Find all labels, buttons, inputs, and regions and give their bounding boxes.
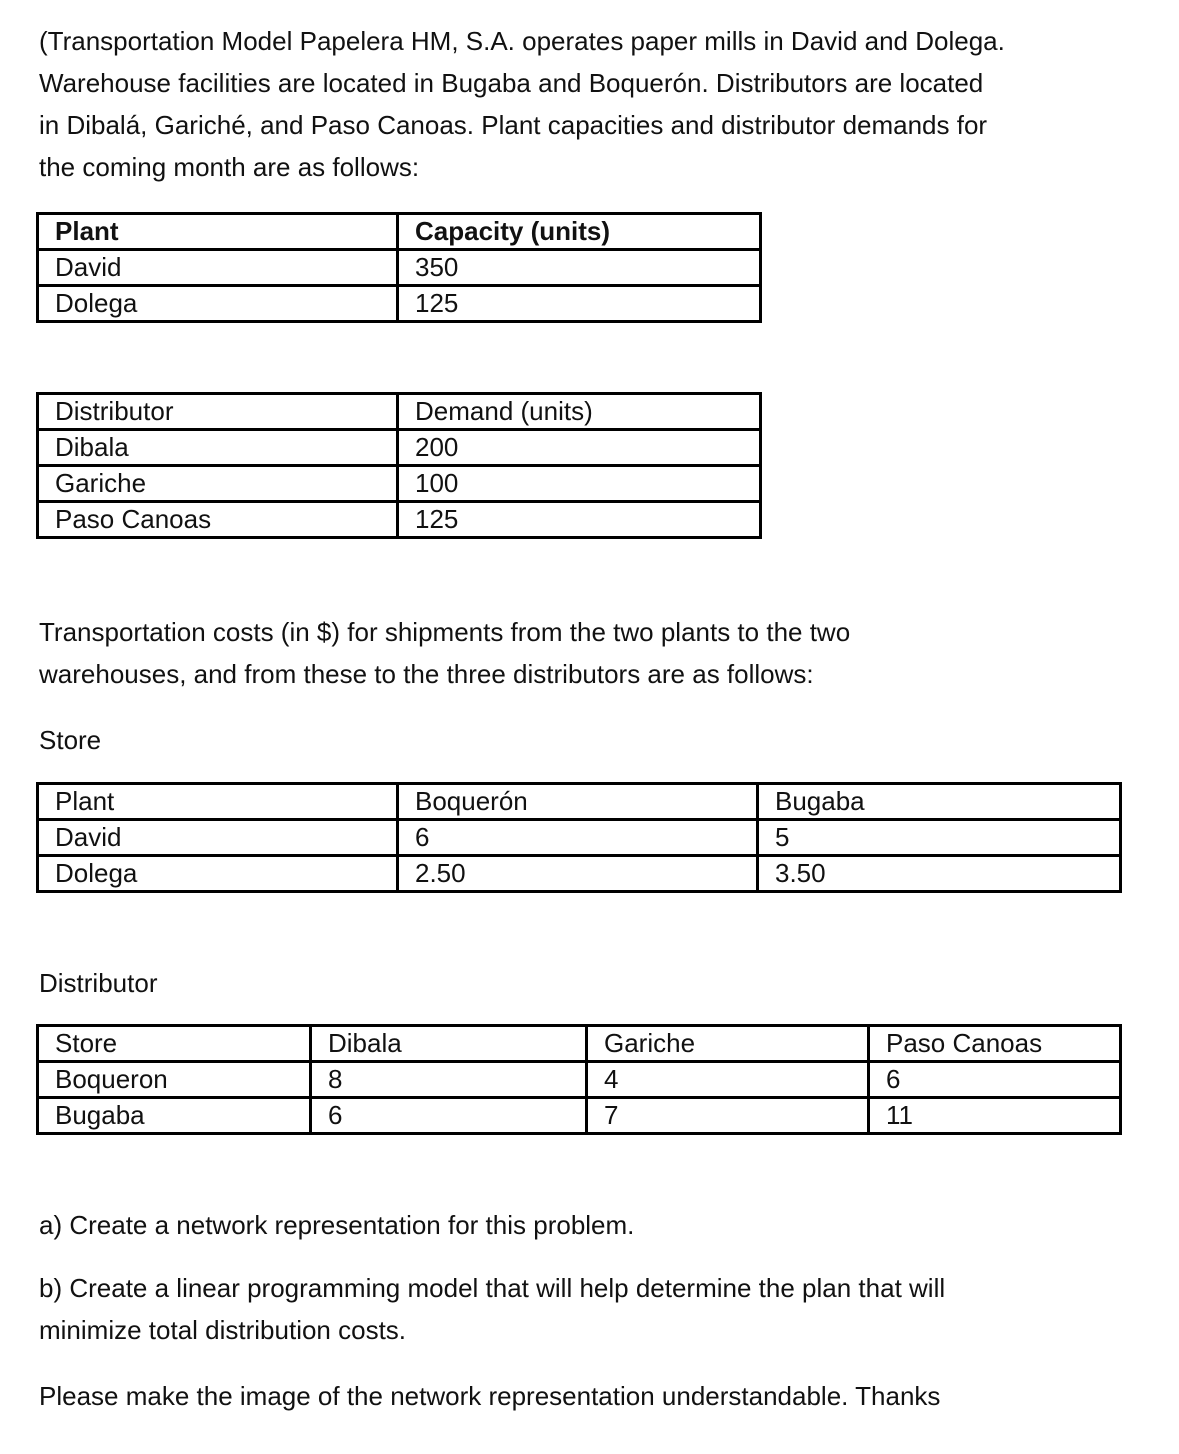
question-b-line: minimize total distribution costs. — [39, 1315, 407, 1345]
table-cell: 100 — [398, 466, 761, 502]
table-row — [38, 856, 1121, 892]
table-header-cell: Plant — [38, 784, 398, 820]
table-cell: Bugaba — [38, 1098, 311, 1134]
costs-line: warehouses, and from these to the three distributors are as follows: — [39, 659, 814, 689]
intro-line: in Dibalá, Gariché, and Paso Canoas. Plant capacities and distributor demands for — [39, 110, 988, 140]
table-row — [38, 250, 761, 286]
table-header-row — [38, 784, 1121, 820]
table-cell: 2.50 — [398, 856, 758, 892]
table-cell: Dolega — [38, 856, 398, 892]
table-cell: 350 — [398, 250, 761, 286]
table-cell: Paso Canoas — [38, 502, 398, 538]
table-header-row — [38, 1026, 1121, 1062]
table-cell: 3.50 — [758, 856, 1121, 892]
capacity-table — [36, 212, 762, 323]
table-row — [38, 1062, 1121, 1098]
store-section-label: Store — [39, 725, 102, 755]
costs-line: Transportation costs (in $) for shipments from the two plants to the two — [39, 617, 851, 647]
table-cell: 8 — [311, 1062, 587, 1098]
table-row — [38, 502, 761, 538]
table-cell: 6 — [398, 820, 758, 856]
question-a: a) Create a network representation for this problem. — [39, 1210, 635, 1240]
table-header-cell: Boquerón — [398, 784, 758, 820]
table-header-cell: Bugaba — [758, 784, 1121, 820]
closing-note: Please make the image of the network representation understandable. Thanks — [39, 1381, 941, 1411]
table-header-cell: Dibala — [311, 1026, 587, 1062]
demand-table — [36, 392, 762, 539]
table-cell: 6 — [311, 1098, 587, 1134]
table-row — [38, 1098, 1121, 1134]
table-row — [38, 820, 1121, 856]
table-header-cell: Plant — [38, 214, 398, 250]
question-b-line: b) Create a linear programming model that will help determine the plan that will — [39, 1273, 946, 1303]
distributor-cost-table — [36, 1024, 1122, 1135]
table-header-cell: Gariche — [587, 1026, 869, 1062]
costs-paragraph — [39, 611, 1139, 695]
table-row — [38, 286, 761, 322]
table-cell: Dolega — [38, 286, 398, 322]
table-cell: 6 — [869, 1062, 1121, 1098]
table-header-cell: Demand (units) — [398, 394, 761, 430]
table-cell: Dibala — [38, 430, 398, 466]
table-cell: 7 — [587, 1098, 869, 1134]
intro-paragraph — [39, 20, 1139, 188]
table-header-row — [38, 394, 761, 430]
table-row — [38, 430, 761, 466]
table-row — [38, 466, 761, 502]
intro-line: the coming month are as follows: — [39, 152, 420, 182]
table-header-row — [38, 214, 761, 250]
intro-line: (Transportation Model Papelera HM, S.A. operates paper mills in David and Dolega. — [39, 26, 1005, 56]
table-cell: Boqueron — [38, 1062, 311, 1098]
table-header-cell: Store — [38, 1026, 311, 1062]
table-header-cell: Paso Canoas — [869, 1026, 1121, 1062]
table-cell: 200 — [398, 430, 761, 466]
table-cell: 125 — [398, 502, 761, 538]
table-cell: 11 — [869, 1098, 1121, 1134]
table-cell: 125 — [398, 286, 761, 322]
table-cell: Gariche — [38, 466, 398, 502]
intro-line: Warehouse facilities are located in Bugaba and Boquerón. Distributors are located — [39, 68, 984, 98]
question-b — [39, 1267, 1139, 1351]
table-cell: 4 — [587, 1062, 869, 1098]
table-cell: David — [38, 250, 398, 286]
distributor-section-label: Distributor — [39, 968, 158, 998]
table-cell: 5 — [758, 820, 1121, 856]
store-cost-table — [36, 782, 1122, 893]
table-header-cell: Capacity (units) — [398, 214, 761, 250]
table-cell: David — [38, 820, 398, 856]
table-header-cell: Distributor — [38, 394, 398, 430]
